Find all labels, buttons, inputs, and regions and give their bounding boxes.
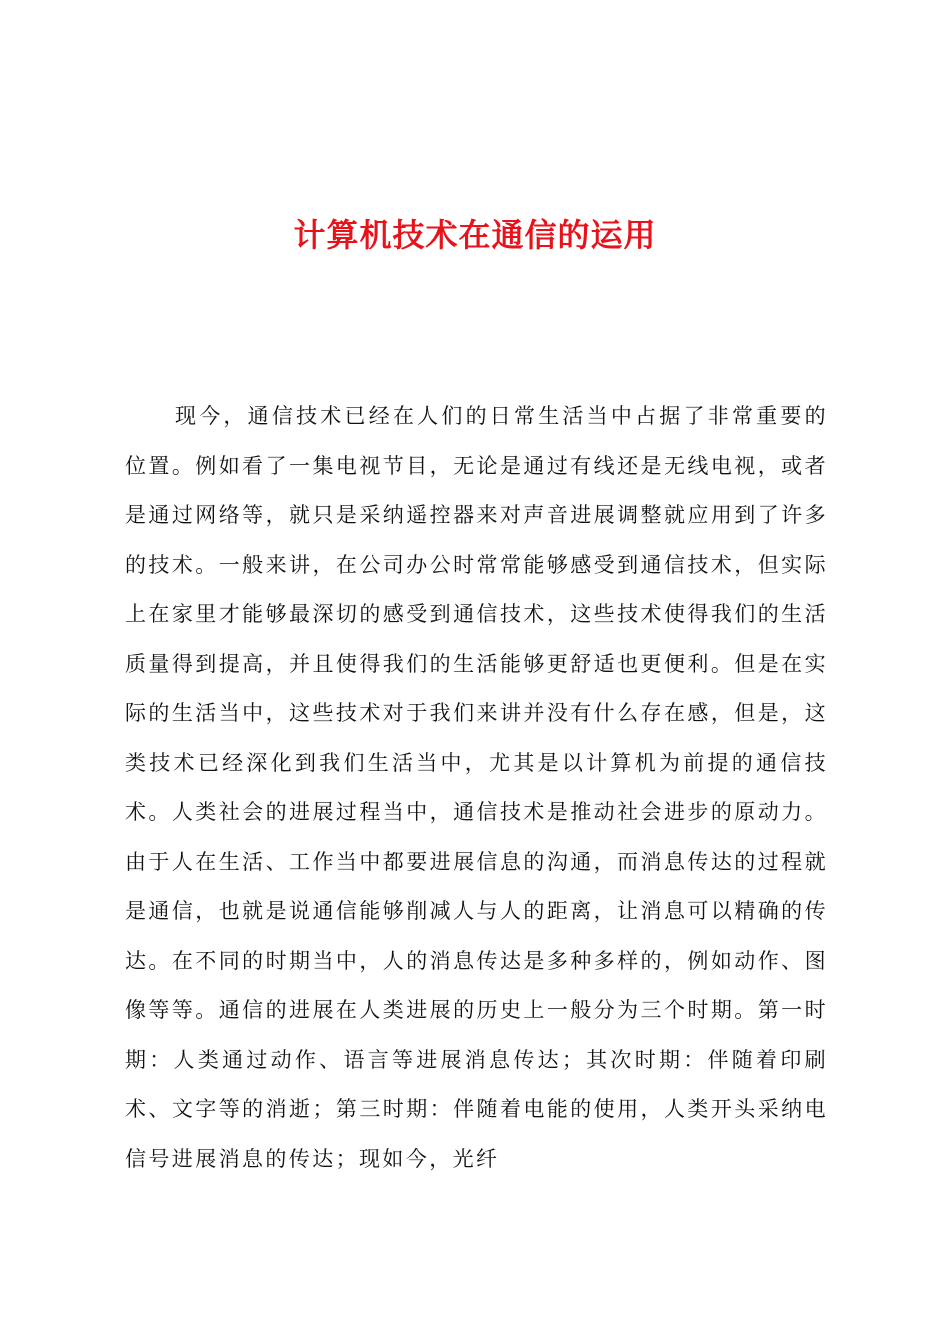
document-title: 计算机技术在通信的运用 [293,216,657,254]
body-paragraph: 现今，通信技术已经在人们的日常生活当中占据了非常重要的位置。例如看了一集电视节目，无论是通过有线还是无线电视，或者是通过网络等，就只是采纳遥控器来对声音进展调整就应用到了许多的技术。一般来讲，在公司办公时常常能够感受到通信技术，但实际上在家里才能够最深切的感受到通信技术，这些技术使得我们的生活质量得到提高，并且使得我们的生活能够更舒适也更便利。但是在实际的生活当中，这些技术对于我们来讲并没有什么存在感，但是，这类技术已经深化到我们生活当中，尤其是以计算机为前提的通信技术。人类社会的进展过程当中，通信技术是推动社会进步的原动力。由于人在生活、工作当中都要进展信息的沟通，而消息传达的过程就是通信，也就是说通信能够削减人与人的距离，让消息可以精确的传达。在不同的时期当中，人的消息传达是多种多样的，例如动作、图像等等。通信的进展在人类进展的历史上一般分为三个时期。第一时期：人类通过动作、语言等进展消息传达；其次时期：伴随着印刷术、文字等的消逝；第三时期：伴随着电能的使用，人类开头采纳电信号进展消息的传达；现如今，光纤 [125,404,828,1171]
